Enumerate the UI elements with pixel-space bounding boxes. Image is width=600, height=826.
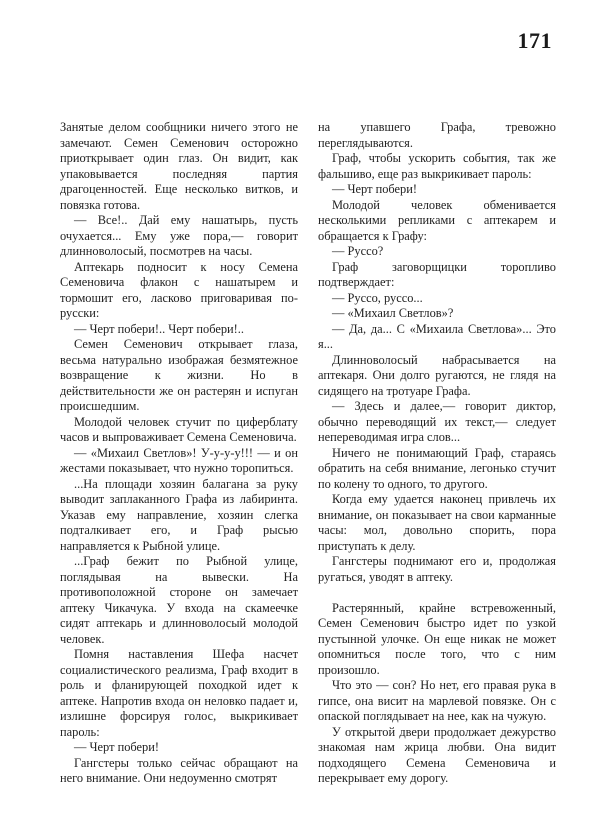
paragraph: Граф, чтобы ускорить события, так же фальшиво, еще раз выкрикивает пароль: (318, 151, 556, 181)
page-number: 171 (517, 28, 552, 53)
paragraph: Семен Семенович открывает глаза, весьма натурально изображая безмятежное возвращение к жизни. Но в действительности же он растерян и испуган происшедшим. (60, 337, 298, 413)
paragraph: — «Михаил Светлов»! У-у-у-у!!! — и он жестами показывает, что нужно торопиться. (60, 445, 298, 475)
paragraph: Растерянный, крайне встревоженный, Семен Семенович быстро идет по узкой пустынной улочке. Он еще никак не может опомниться после того, что с ним произошло. (318, 600, 556, 677)
paragraph: Молодой человек обменивается несколькими репликами с аптекарем и обращается к Графу: (318, 197, 556, 243)
paragraph: на упавшего Графа, тревожно переглядываются. (318, 120, 556, 150)
text-columns (60, 120, 556, 785)
paragraph: — Черт побери! (74, 740, 160, 754)
paragraph: Аптекарь подносит к носу Семена Семеновича флакон с нашатырем и тормошит его, ласково приговаривая по-русски: (60, 259, 298, 320)
paragraph: — Черт побери!.. Черт побери!.. (74, 321, 245, 336)
paragraph: Ничего не понимающий Граф, стараясь обратить на себя внимание, легонько стучит по колену то одного, то другого. (318, 445, 556, 491)
paragraph: — Здесь и далее,— говорит диктор, обычно переводящий их текст,— следует непереводимая игра слов... (318, 399, 556, 444)
paragraph: — Все!.. Дай ему нашатырь, пусть очухается... Ему уже пора,— говорит длинноволосый, посмотрев на часы. (60, 213, 298, 258)
paragraph: Когда ему удается наконец привлечь их внимание, он показывает на свои карманные часы: мол, довольно спорить, пора приступать к делу. (318, 492, 556, 553)
paragraph: Занятые делом сообщники ничего этого не замечают. Семен Семенович осторожно приоткрывает один глаз. Он видит, как упаковывается последняя партия драгоценностей. Еще несколько витков, и повязка готова. (60, 120, 298, 212)
left-column (60, 120, 298, 785)
paragraph: Помня наставления Шефа насчет социалистического реализма, Граф входит в роль и фланирующей походкой идет к аптеке. Напротив входа он неловко падает и, излишне форсируя голос, выкрикивает пароль: (60, 647, 298, 739)
paragraph: Гангстеры только сейчас обращают на него внимание. Они недоуменно смотрят (60, 755, 298, 785)
right-column (318, 120, 556, 785)
paragraph: — Руссо? (332, 244, 384, 258)
paragraph: Граф заговорщицки торопливо подтверждает: (318, 259, 556, 289)
paragraph: Что это — сон? Но нет, его правая рука в гипсе, она висит на марлевой повязке. Он с опаской поглядывает на нее, как на чужую. (318, 678, 556, 723)
paragraph: ...На площади хозяин балагана за руку выводит заплаканного Графа из лабиринта. Указав ему направление, хозяин слегка подталкивает его, и Граф рысью направляется к Рыбной улице. (60, 476, 298, 553)
paragraph: — «Михаил Светлов»? (332, 306, 454, 320)
paragraph: Гангстеры поднимают его и, продолжая ругаться, уводят в аптеку. (318, 554, 556, 584)
paragraph: — Черт побери! (332, 182, 418, 196)
paragraph: — Руссо, руссо... (332, 290, 423, 305)
paragraph: У открытой двери продолжает дежурство знакомая нам жрица любви. Она видит подходящего Семена Семеновича и перекрывает ему дорогу. (318, 724, 556, 785)
paragraph: ...Граф бежит по Рыбной улице, поглядывая на вывески. На противоположной стороне он замечает аптеку Чикачука. У входа на скамеечке сидят аптекарь и длинноволосый молодой человек. (60, 554, 298, 646)
paragraph: Молодой человек стучит по циферблату часов и выпроваживает Семена Семеновича. (60, 414, 298, 444)
paragraph: — Да, да... С «Михаила Светлова»... Это я... (318, 321, 556, 351)
paragraph: Длинноволосый набрасывается на аптекаря. Они долго ругаются, не глядя на сидящего на тротуаре Графа. (318, 352, 556, 398)
